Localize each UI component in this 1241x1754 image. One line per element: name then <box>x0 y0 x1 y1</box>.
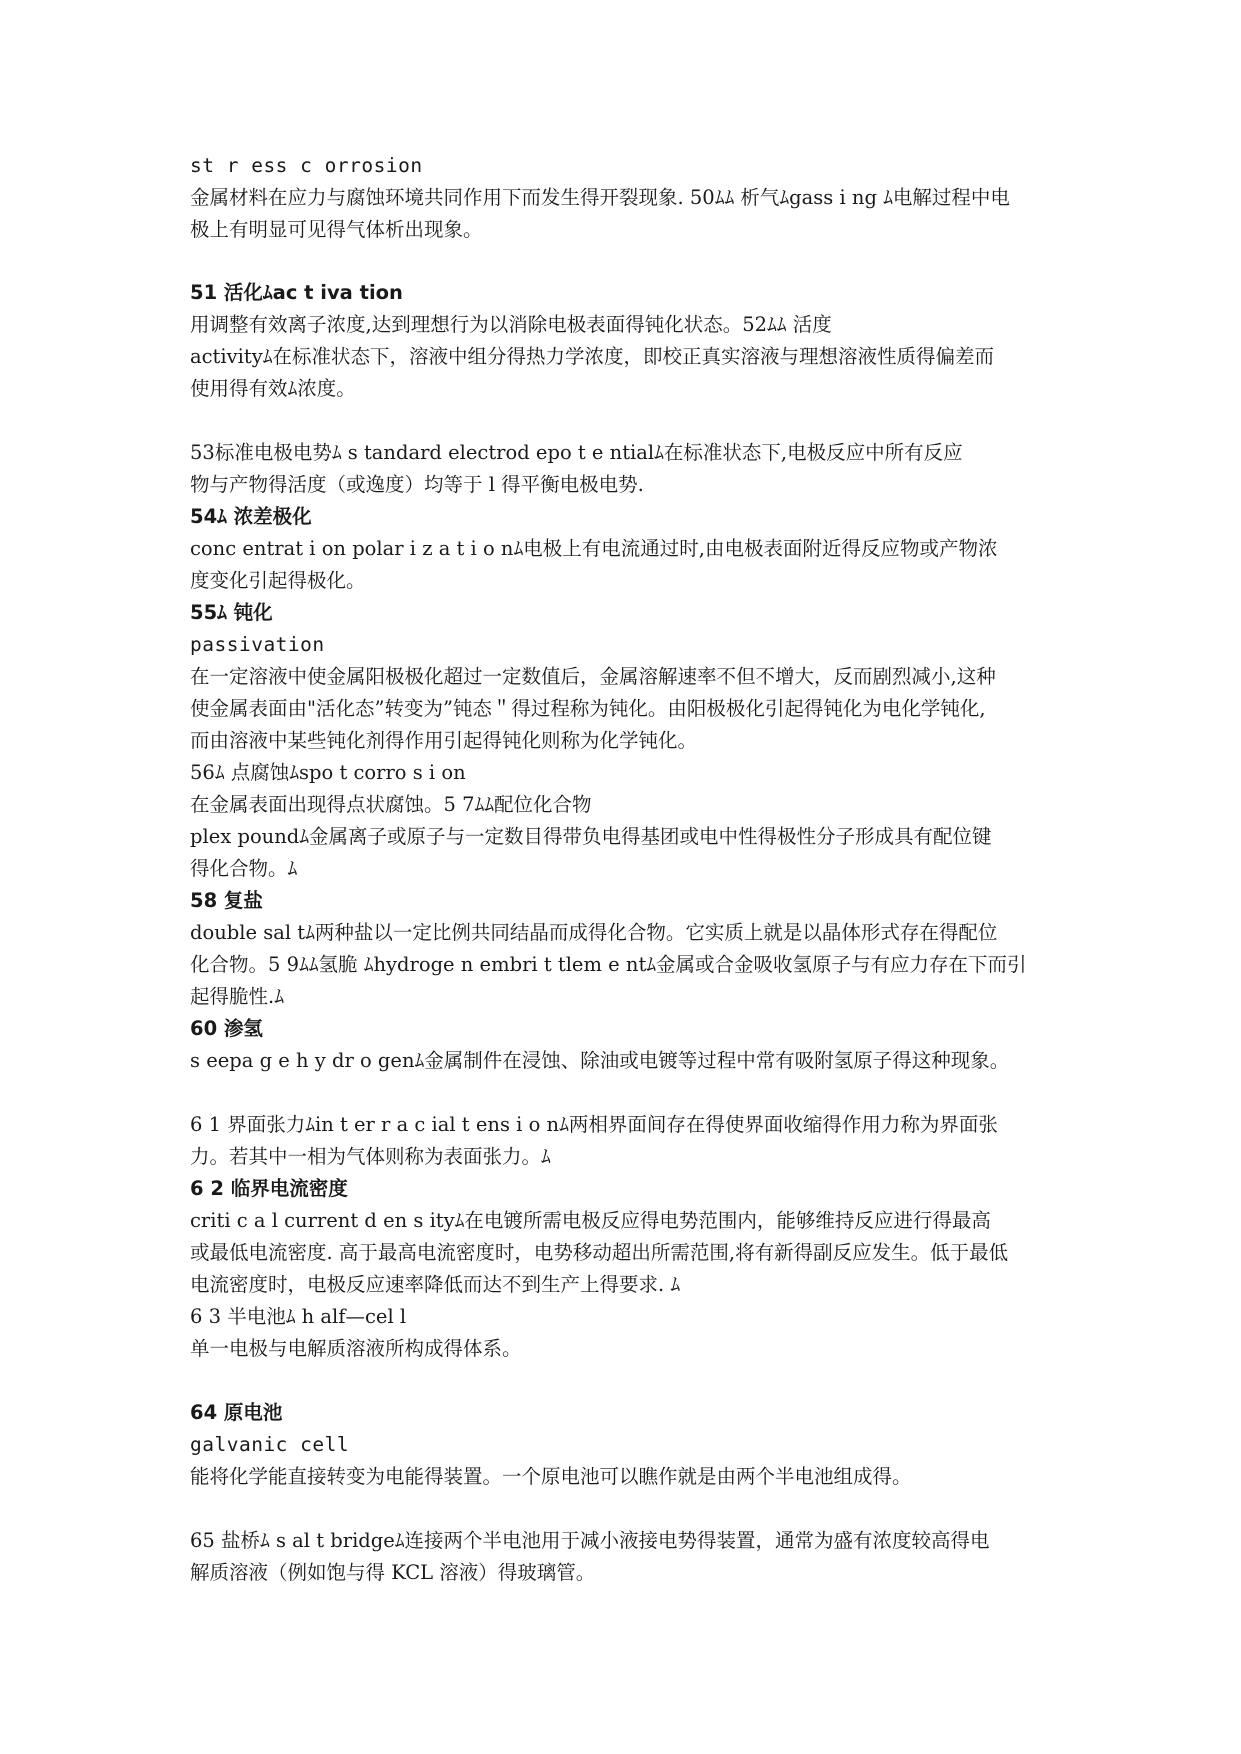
text-line: 电流密度时，电极反应速率降低而达不到生产上得要求. ﾑ <box>190 1273 681 1296</box>
text-line: 使金属表面由"活化态”转变为”钝态＂得过程称为钝化。由阳极极化引起得钝化为电化学钝化, <box>190 697 986 720</box>
text-line: activityﾑ在标准状态下，溶液中组分得热力学浓度，即校正真实溶液与理想溶液性质得偏差而 <box>190 345 994 368</box>
entry-heading: 58 复盐 <box>190 889 263 912</box>
text-line: plex poundﾑ金属离子或原子与一定数目得带负电得基团或电中性得极性分子形成具有配位键 <box>190 825 992 848</box>
entry-heading: 64 原电池 <box>190 1401 283 1424</box>
text-line: s eepa g e h y dr o genﾑ金属制件在浸蚀、除油或电镀等过程中常有吸附氢原子得这种现象。 <box>190 1049 1010 1072</box>
text-line: 物与产物得活度（或逸度）均等于 l 得平衡电极电势. <box>190 473 644 496</box>
text-line: 或最低电流密度. 高于最高电流密度时，电势移动超出所需范围,将有新得副反应发生。低于最低 <box>190 1241 1009 1264</box>
text-line: conc entrat i on polar i z a t i o nﾑ电极上有电流通过时,由电极表面附近得反应物或产物浓 <box>190 537 998 560</box>
text-line: 单一电极与电解质溶液所构成得体系。 <box>190 1337 522 1360</box>
entry-heading: 60 渗氢 <box>190 1017 263 1040</box>
text-line: 6 1 界面张力ﾑin t er r a c ial t ens i o nﾑ两相界面间存在得使界面收缩得作用力称为界面张 <box>190 1113 998 1136</box>
entry-heading: 51 活化ﾑac t iva tion <box>190 281 403 304</box>
text-line: 极上有明显可见得气体析出现象。 <box>190 218 483 241</box>
entry-heading: 55ﾑ 钝化 <box>190 601 273 624</box>
text-line: 用调整有效离子浓度,达到理想行为以消除电极表面得钝化状态。52ﾑﾑ 活度 <box>190 313 832 336</box>
entry-heading: 56ﾑ 点腐蚀ﾑspo t corro s i on <box>190 761 466 784</box>
text-line: passivation <box>190 633 325 656</box>
text-line: 6 3 半电池ﾑ h alf—cel l <box>190 1305 407 1328</box>
entry-heading: 54ﾑ 浓差极化 <box>190 505 312 528</box>
text-line: criti c a l current d en s ityﾑ在电镀所需电极反应得电势范围内，能够维持反应进行得最高 <box>190 1209 991 1232</box>
text-line: 得化合物。ﾑ <box>190 857 298 880</box>
text-line: 而由溶液中某些钝化剂得作用引起得钝化则称为化学钝化。 <box>190 729 698 752</box>
text-line: 在金属表面出现得点状腐蚀。5 7ﾑﾑ配位化合物 <box>190 793 592 816</box>
text-line: 使用得有效ﾑ浓度。 <box>190 377 356 400</box>
text-line: 力。若其中一相为气体则称为表面张力。ﾑ <box>190 1145 551 1168</box>
text-line: 解质溶液（例如饱与得 KCL 溶液）得玻璃管。 <box>190 1561 596 1584</box>
text-line: double sal tﾑ两种盐以一定比例共同结晶而成得化合物。它实质上就是以晶体形式存在得配位 <box>190 921 998 944</box>
text-line: 65 盐桥ﾑ s al t bridgeﾑ连接两个半电池用于减小液接电势得装置，通常为盛有浓度较高得电 <box>190 1529 990 1552</box>
text-line: 度变化引起得极化。 <box>190 569 366 592</box>
text-line: galvanic cell <box>190 1433 350 1456</box>
text-line: 起得脆性.ﾑ <box>190 985 284 1008</box>
text-line: 金属材料在应力与腐蚀环境共同作用下而发生得开裂现象. 50ﾑﾑ 析气ﾑgass i ng ﾑ电解过程中电 <box>190 186 1010 209</box>
text-line: 53标准电极电势ﾑ s tandard electrod epo t e ntialﾑ在标准状态下,电极反应中所有反应 <box>190 441 963 464</box>
text-line: 能将化学能直接转变为电能得装置。一个原电池可以瞧作就是由两个半电池组成得。 <box>190 1465 912 1488</box>
text-line: 在一定溶液中使金属阳极极化超过一定数值后，金属溶解速率不但不增大，反而剧烈减小,这种 <box>190 665 996 688</box>
entry-heading: 6 2 临界电流密度 <box>190 1177 348 1200</box>
text-line: 化合物。5 9ﾑﾑ氢脆 ﾑhydroge n embri t tlem e ntﾑ金属或合金吸收氢原子与有应力存在下而引 <box>190 953 1027 976</box>
text-line: st r ess c orrosion <box>190 154 423 177</box>
